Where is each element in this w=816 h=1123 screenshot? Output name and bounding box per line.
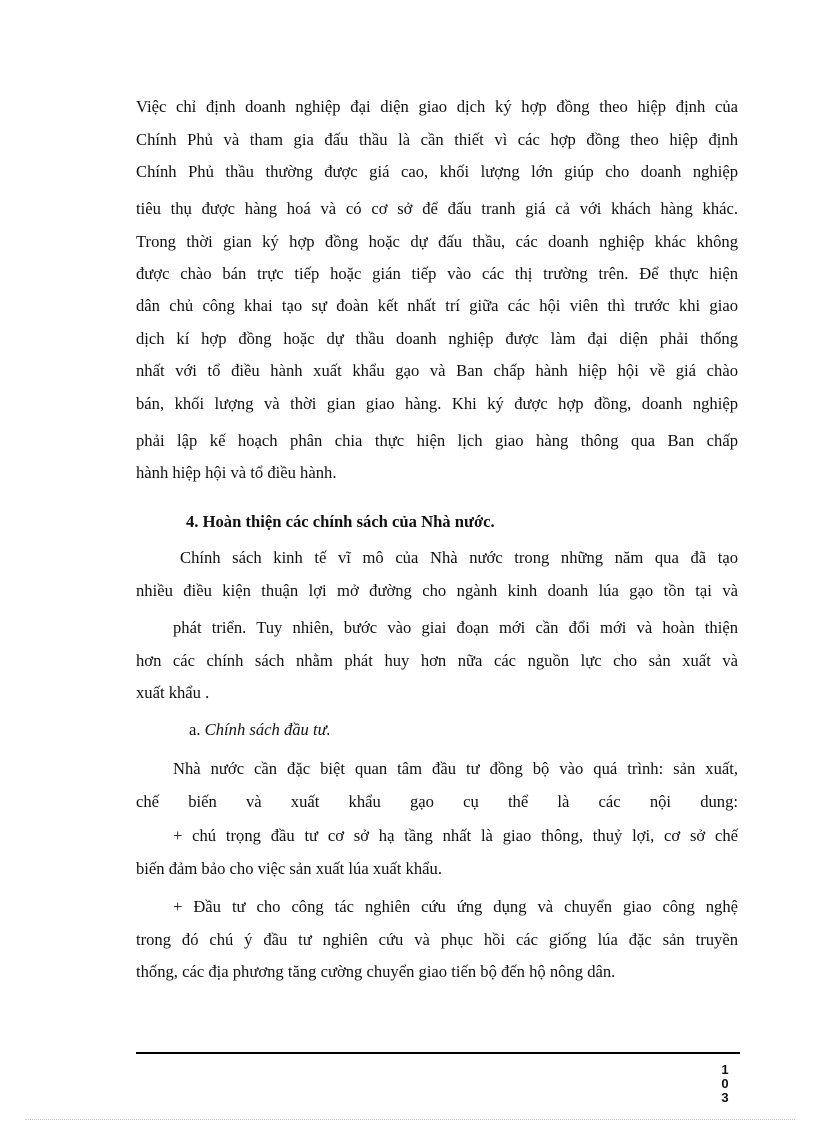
paragraph-1-line: được chào bán trực tiếp hoặc gián tiếp vào các thị trường trên. Để thực hiện	[136, 264, 738, 283]
paragraph-3-line: Nhà nước cần đặc biệt quan tâm đầu tư đồng bộ vào quá trình: sản xuất,	[173, 759, 738, 778]
paragraph-1-line: bán, khối lượng và thời gian giao hàng. Khi ký được hợp đồng, doanh nghiệp	[136, 394, 738, 413]
paragraph-1-line: Chính Phủ thầu thường được giá cao, khối lượng lớn giúp cho doanh nghiệp	[136, 162, 738, 181]
paragraph-1-line: nhất với tổ điều hành xuất khẩu gạo và Ban chấp hành hiệp hội về giá chào	[136, 361, 738, 380]
paragraph-1-line: dân chủ công khai tạo sự đoàn kết nhất trí giữa các hội viên thì trước khi giao	[136, 296, 738, 315]
paragraph-1-line: Chính Phủ và tham gia đấu thầu là cần thiết vì các hợp đồng theo hiệp định	[136, 130, 738, 149]
subsection-prefix: a.	[189, 720, 205, 739]
paragraph-3-line: + Đầu tư cho công tác nghiên cứu ứng dụng và chuyển giao công nghệ	[173, 897, 738, 916]
paragraph-1-line: hành hiệp hội và tổ điều hành.	[136, 463, 337, 482]
paragraph-3-line: + chú trọng đầu tư cơ sở hạ tầng nhất là giao thông, thuỷ lợi, cơ sở chế	[173, 826, 738, 845]
paragraph-2-line: Chính sách kinh tế vĩ mô của Nhà nước trong những năm qua đã tạo	[180, 548, 738, 567]
paragraph-1-line: tiêu thụ được hàng hoá và có cơ sở để đấu tranh giá cả với khách hàng khác.	[136, 199, 738, 218]
paragraph-1-line: dịch kí hợp đồng hoặc dự thầu doanh nghiệp được làm đại diện phải thống	[136, 329, 738, 348]
paragraph-1-line: Trong thời gian ký hợp đồng hoặc dự đấu thầu, các doanh nghiệp khác không	[136, 232, 738, 251]
paragraph-1-line: Việc chỉ định doanh nghiệp đại diện giao dịch ký hợp đồng theo hiệp định của	[136, 97, 738, 116]
page-bottom-border	[25, 1119, 795, 1120]
paragraph-1-line: phải lập kế hoạch phân chia thực hiện lịch giao hàng thông qua Ban chấp	[136, 431, 738, 450]
section-heading: 4. Hoàn thiện các chính sách của Nhà nước.	[186, 512, 495, 531]
subsection-title: Chính sách đầu tư.	[204, 720, 331, 739]
paragraph-2-line: xuất khẩu .	[136, 683, 210, 702]
paragraph-3-line: trong đó chú ý đầu tư nghiên cứu và phục hồi các giống lúa đặc sản truyền	[136, 930, 738, 949]
footer-rule	[136, 1052, 740, 1054]
paragraph-3-line: chế biến và xuất khẩu gạo cụ thể là các nội dung:	[136, 792, 738, 811]
paragraph-3-line: biến đảm bảo cho việc sản xuất lúa xuất khẩu.	[136, 859, 442, 878]
paragraph-3-line: thống, các địa phương tăng cường chuyển giao tiến bộ đến hộ nông dân.	[136, 962, 616, 981]
paragraph-2-line: phát triển. Tuy nhiên, bước vào giai đoạn mới cần đổi mới và hoàn thiện	[173, 618, 738, 637]
subsection-heading	[189, 720, 331, 740]
paragraph-2-line: hơn các chính sách nhằm phát huy hơn nữa các nguồn lực cho sản xuất và	[136, 651, 738, 670]
page-number: 1 0 3	[721, 1062, 729, 1105]
paragraph-2-line: nhiều điều kiện thuận lợi mở đường cho ngành kinh doanh lúa gạo tồn tại và	[136, 581, 738, 600]
